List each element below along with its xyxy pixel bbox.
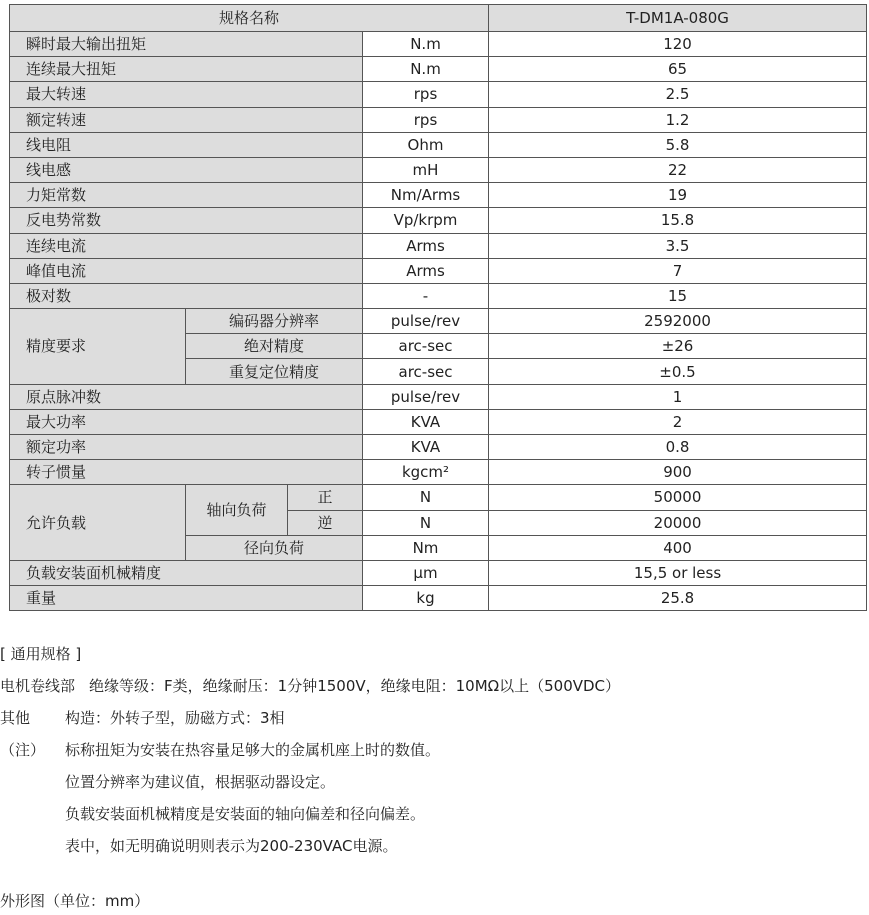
precision-sub-label: 重复定位精度 xyxy=(186,359,363,384)
spec-unit: Ohm xyxy=(363,132,489,157)
other-text: 构造：外转子型，励磁方式：3相 xyxy=(65,709,285,727)
note-line xyxy=(0,766,620,798)
spec-name: 极对数 xyxy=(10,283,363,308)
spec-name: 负载安装面机械精度 xyxy=(10,560,363,585)
table-row xyxy=(10,183,867,208)
winding-line xyxy=(0,670,620,702)
spec-name: 最大转速 xyxy=(10,82,363,107)
spec-value: 3.5 xyxy=(489,233,867,258)
spec-value: 25.8 xyxy=(489,586,867,611)
table-row xyxy=(10,435,867,460)
spec-name: 转子惯量 xyxy=(10,460,363,485)
table-row xyxy=(10,560,867,585)
note-text: 标称扭矩为安装在热容量足够大的金属机座上时的数值。 xyxy=(65,741,441,759)
spec-value: 400 xyxy=(489,535,867,560)
other-line xyxy=(0,702,620,734)
table-row xyxy=(10,32,867,57)
spec-value: 7 xyxy=(489,258,867,283)
spec-unit: Nm xyxy=(363,535,489,560)
general-spec-heading: [ 通用规格 ] xyxy=(0,645,82,663)
precision-sub-label: 绝对精度 xyxy=(186,334,363,359)
spec-unit: N xyxy=(363,510,489,535)
table-row xyxy=(10,309,867,334)
note-line xyxy=(0,734,620,766)
table-row xyxy=(10,233,867,258)
spec-unit: rps xyxy=(363,107,489,132)
spec-unit: N xyxy=(363,485,489,510)
table-row xyxy=(10,208,867,233)
spec-value: ±0.5 xyxy=(489,359,867,384)
spec-name: 力矩常数 xyxy=(10,183,363,208)
spec-unit: kgcm² xyxy=(363,460,489,485)
other-label: 其他 xyxy=(0,709,31,727)
load-group-label: 允许负载 xyxy=(10,485,186,561)
load-direction-label: 逆 xyxy=(288,510,363,535)
spec-value: 65 xyxy=(489,57,867,82)
header-name-label: 规格名称 xyxy=(10,5,489,32)
spec-name: 瞬时最大输出扭矩 xyxy=(10,32,363,57)
spec-value: 120 xyxy=(489,32,867,57)
table-row xyxy=(10,485,867,510)
spec-value: 2592000 xyxy=(489,309,867,334)
note-text: 负载安装面机械精度是安装面的轴向偏差和径向偏差。 xyxy=(65,805,426,823)
table-row xyxy=(10,283,867,308)
winding-text: 绝缘等级：F类，绝缘耐压：1分钟1500V，绝缘电阻：10MΩ以上（500VDC） xyxy=(89,677,621,695)
spec-value: 5.8 xyxy=(489,132,867,157)
load-direction-label: 正 xyxy=(288,485,363,510)
spec-value: 15 xyxy=(489,283,867,308)
spec-name: 额定转速 xyxy=(10,107,363,132)
outline-heading: 外形图（单位：mm） xyxy=(0,892,150,910)
spec-value: 19 xyxy=(489,183,867,208)
note-label: （注） xyxy=(0,741,46,759)
spec-unit: rps xyxy=(363,82,489,107)
spec-value: 1.2 xyxy=(489,107,867,132)
spec-unit: Arms xyxy=(363,258,489,283)
spec-unit: arc-sec xyxy=(363,334,489,359)
spec-name: 最大功率 xyxy=(10,409,363,434)
precision-sub-label: 编码器分辨率 xyxy=(186,309,363,334)
table-row xyxy=(10,586,867,611)
spec-name: 线电阻 xyxy=(10,132,363,157)
spec-name: 反电势常数 xyxy=(10,208,363,233)
spec-unit: μm xyxy=(363,560,489,585)
spec-unit: mH xyxy=(363,157,489,182)
spec-name: 重量 xyxy=(10,586,363,611)
table-row xyxy=(10,107,867,132)
table-header-row xyxy=(10,5,867,32)
winding-label: 电机卷线部 xyxy=(0,677,76,695)
spec-name: 连续最大扭矩 xyxy=(10,57,363,82)
spec-unit: N.m xyxy=(363,32,489,57)
note-text: 位置分辨率为建议值，根据驱动器设定。 xyxy=(65,773,336,791)
table-row xyxy=(10,82,867,107)
spec-value: 2.5 xyxy=(489,82,867,107)
spec-value: 15,5 or less xyxy=(489,560,867,585)
header-model: T-DM1A-080G xyxy=(489,5,867,32)
spec-value: 22 xyxy=(489,157,867,182)
spec-value: 900 xyxy=(489,460,867,485)
spec-value: ±26 xyxy=(489,334,867,359)
table-row xyxy=(10,460,867,485)
notes-section xyxy=(0,638,620,862)
spec-unit: KVA xyxy=(363,409,489,434)
note-line xyxy=(0,830,620,862)
spec-name: 峰值电流 xyxy=(10,258,363,283)
spec-unit: KVA xyxy=(363,435,489,460)
note-text: 表中，如无明确说明则表示为200-230VAC电源。 xyxy=(65,837,398,855)
spec-unit: N.m xyxy=(363,57,489,82)
table-row xyxy=(10,157,867,182)
table-row xyxy=(10,57,867,82)
axial-load-label: 轴向负荷 xyxy=(186,485,288,535)
spec-unit: Arms xyxy=(363,233,489,258)
spec-unit: Vp/krpm xyxy=(363,208,489,233)
spec-value: 20000 xyxy=(489,510,867,535)
table-row xyxy=(10,409,867,434)
precision-group-label: 精度要求 xyxy=(10,309,186,385)
spec-name: 连续电流 xyxy=(10,233,363,258)
spec-value: 15.8 xyxy=(489,208,867,233)
note-line xyxy=(0,798,620,830)
table-row xyxy=(10,132,867,157)
spec-value: 1 xyxy=(489,384,867,409)
spec-name: 额定功率 xyxy=(10,435,363,460)
spec-unit: pulse/rev xyxy=(363,309,489,334)
spec-value: 2 xyxy=(489,409,867,434)
spec-unit: kg xyxy=(363,586,489,611)
table-row xyxy=(10,384,867,409)
spec-unit: - xyxy=(363,283,489,308)
spec-unit: Nm/Arms xyxy=(363,183,489,208)
radial-load-label: 径向负荷 xyxy=(186,535,363,560)
spec-value: 50000 xyxy=(489,485,867,510)
spec-unit: pulse/rev xyxy=(363,384,489,409)
spec-table xyxy=(9,4,867,611)
spec-name: 原点脉冲数 xyxy=(10,384,363,409)
spec-name: 线电感 xyxy=(10,157,363,182)
spec-value: 0.8 xyxy=(489,435,867,460)
spec-unit: arc-sec xyxy=(363,359,489,384)
table-row xyxy=(10,258,867,283)
